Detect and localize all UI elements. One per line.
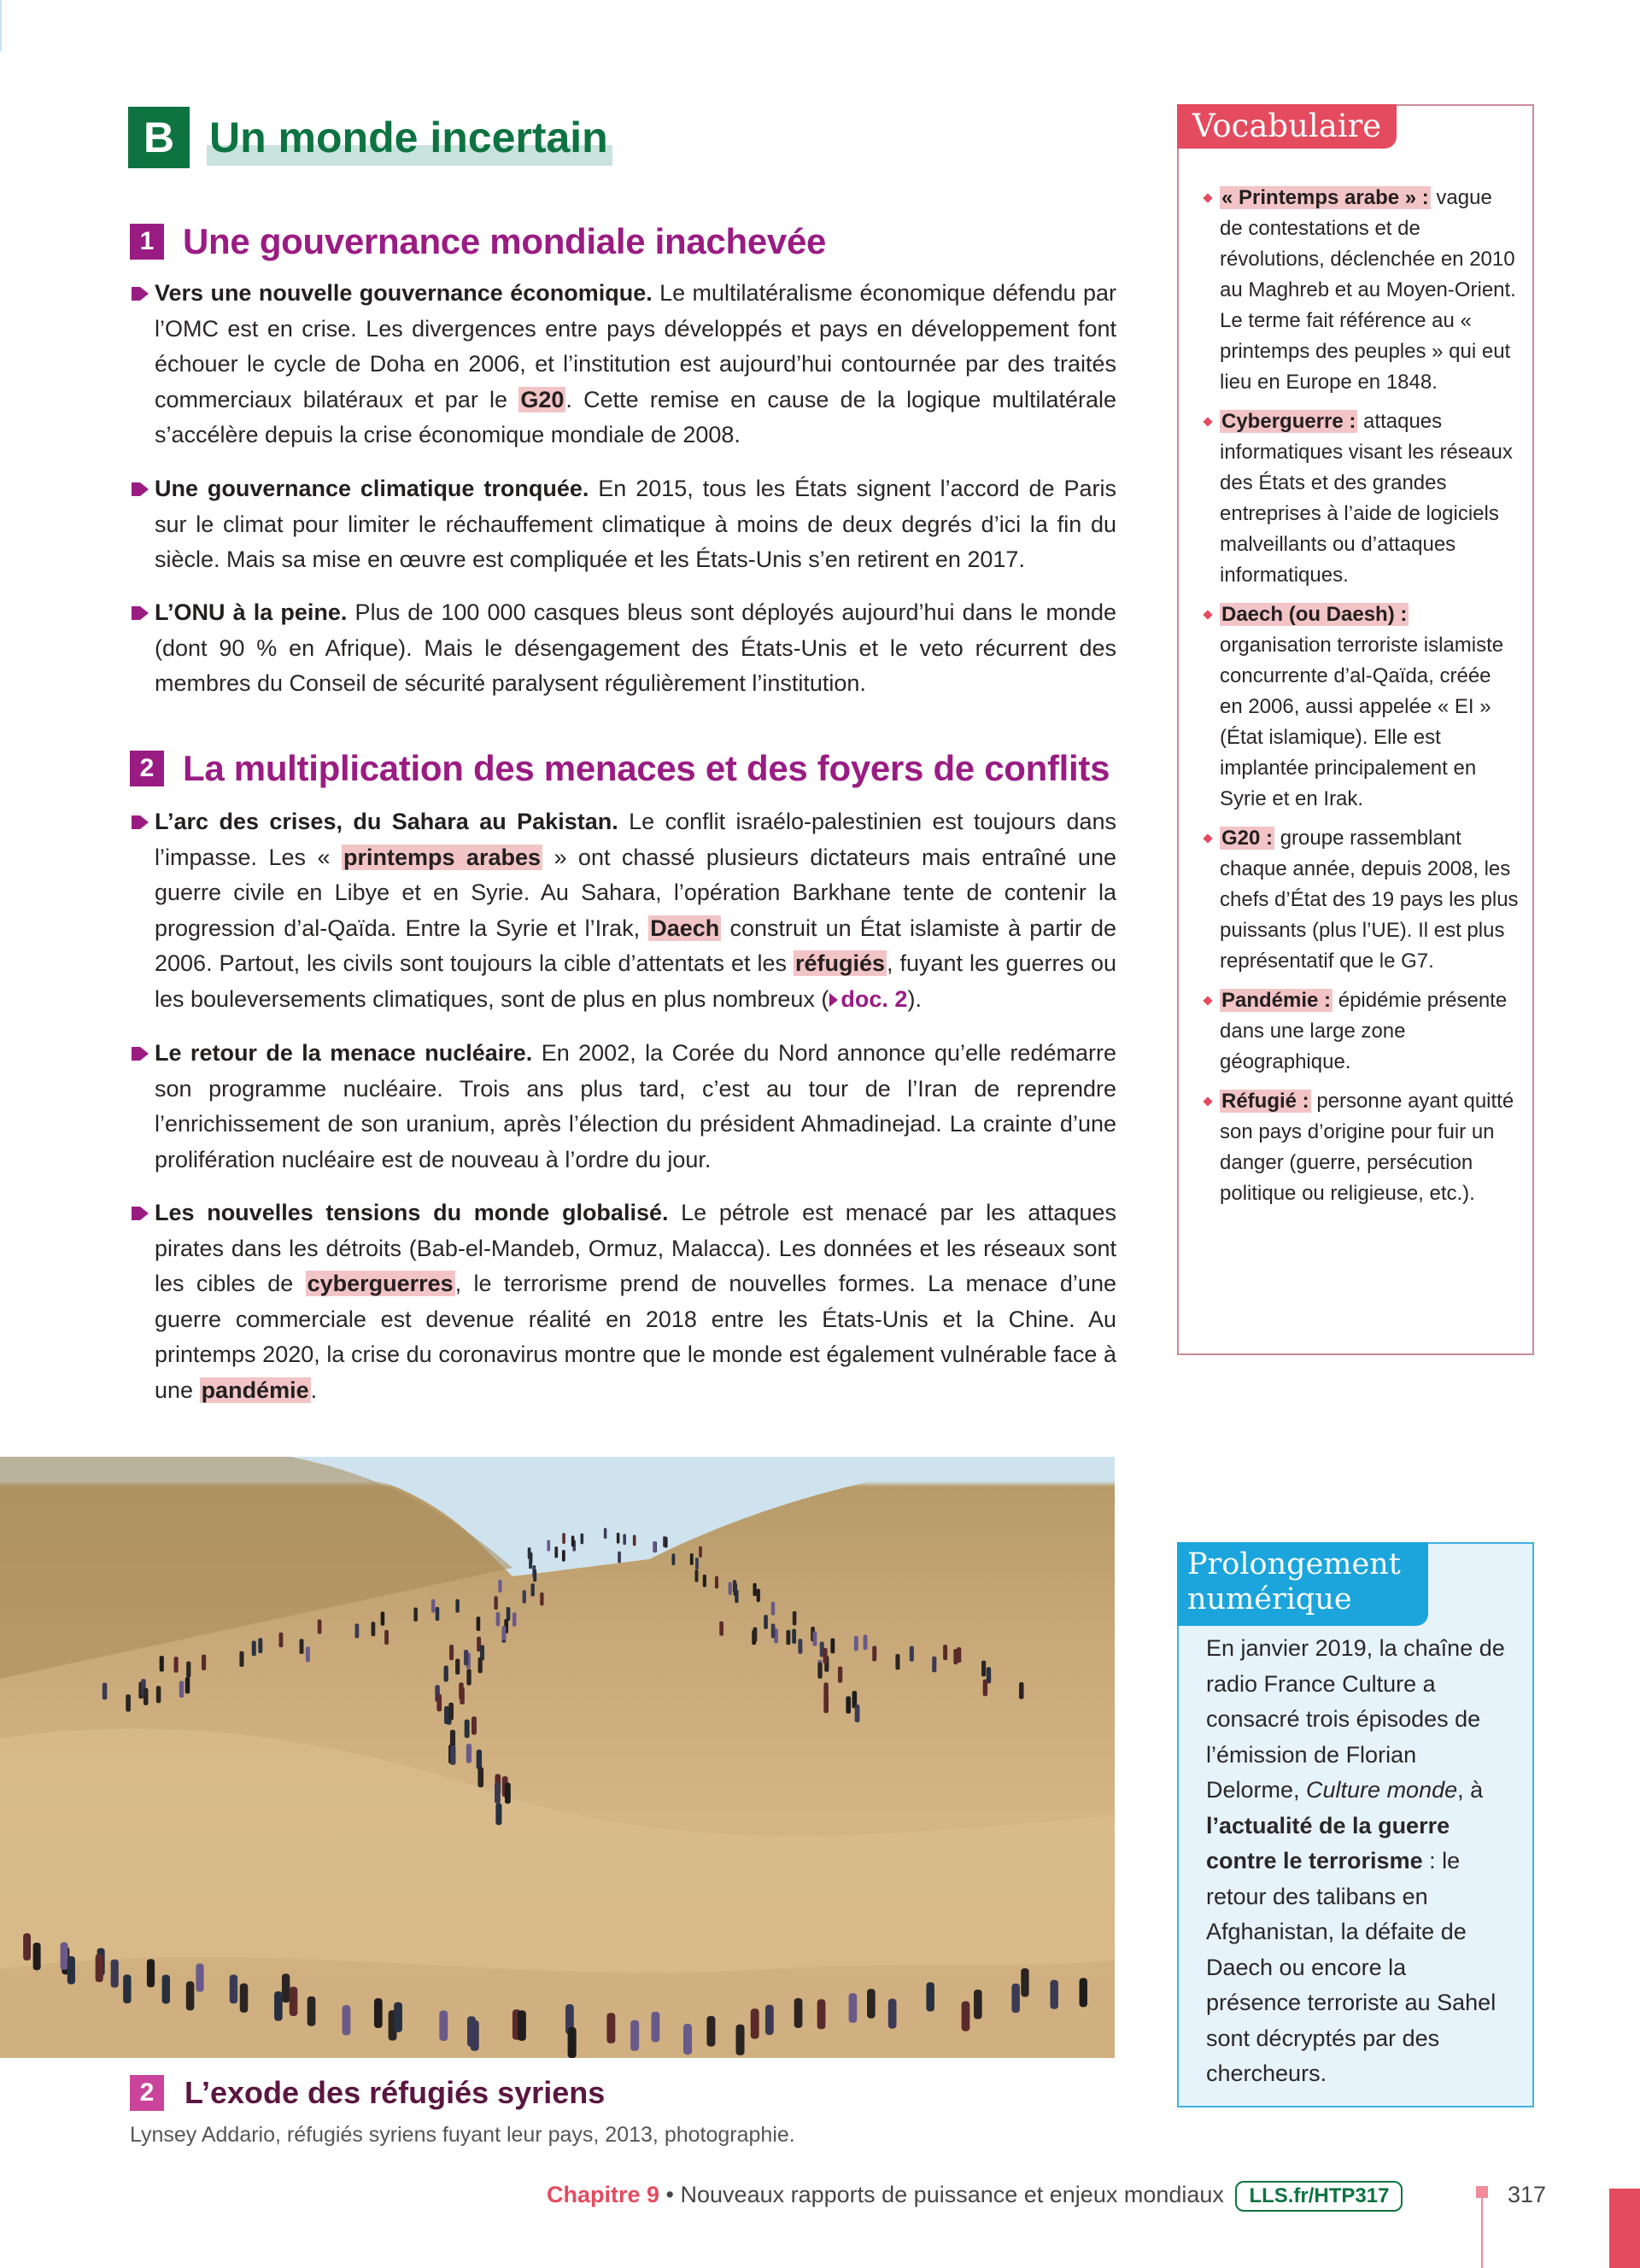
- vocabulary-item: [1203, 183, 1519, 398]
- person-silhouette: [252, 1640, 256, 1656]
- document-credit: Lynsey Addario, réfugiés syriens fuyant leur pays, 2013, photographie.: [130, 2123, 795, 2147]
- person-silhouette: [186, 1981, 194, 2010]
- footer-line: [1481, 2198, 1483, 2268]
- person-silhouette: [715, 1576, 718, 1589]
- person-silhouette: [735, 2025, 744, 2055]
- person-silhouette: [533, 1569, 536, 1581]
- person-silhouette: [306, 1646, 310, 1662]
- person-silhouette: [459, 1682, 464, 1699]
- person-silhouette: [849, 1993, 858, 2023]
- person-silhouette: [494, 1596, 497, 1610]
- vocab-term-refugies[interactable]: réfugiés: [794, 950, 885, 976]
- person-silhouette: [864, 1635, 868, 1651]
- paragraph-lead: Une gouvernance climatique tronquée.: [155, 476, 589, 501]
- person-silhouette: [562, 1533, 565, 1544]
- footer-chapter: Chapitre 9: [547, 2182, 660, 2207]
- person-silhouette: [962, 2002, 970, 2031]
- vocabulary-definition: groupe rassemblant chaque année, depuis 2008, les chefs d’État des 19 pays les plus puissants (plus l’UE). Il est plus représentatif que le G7.: [1220, 827, 1519, 973]
- person-silhouette: [274, 1991, 283, 2021]
- person-silhouette: [523, 1590, 526, 1603]
- paragraph-lead: L’arc des crises, du Sahara au Pakistan.: [155, 809, 618, 834]
- part-title: Un monde incertain: [209, 114, 608, 161]
- prolongement-text: En janvier 2019, la chaîne de radio France Culture a consacré trois épisodes de l’émission de Florian Delorme, Culture monde, à l’actualité de la guerre contre le terrorisme : le retour des talibans en Afghanistan, la défaite de Daech ou encore la présence terroriste au Sahel sont décryptés par des chercheurs.: [1206, 1635, 1505, 2086]
- person-silhouette: [823, 1648, 828, 1663]
- person-silhouette: [507, 1607, 510, 1621]
- person-silhouette: [102, 1683, 108, 1700]
- person-silhouette: [1011, 1984, 1020, 2013]
- person-silhouette: [160, 1656, 164, 1672]
- person-silhouette: [196, 1963, 203, 1991]
- person-silhouette: [854, 1636, 858, 1651]
- vocab-term-g20[interactable]: G20: [520, 386, 565, 412]
- section-title: La multiplication des menaces et des foyers de conflits: [183, 748, 1110, 788]
- person-silhouette: [699, 1546, 702, 1558]
- photo-illustration: [0, 1457, 1115, 2058]
- person-silhouette: [633, 1535, 636, 1546]
- person-silhouette: [444, 1706, 449, 1724]
- person-silhouette: [472, 1716, 477, 1734]
- person-silhouette: [518, 2010, 526, 2041]
- person-silhouette: [478, 1657, 483, 1674]
- diamond-bullet-icon: [1203, 610, 1212, 619]
- person-silhouette: [753, 1628, 758, 1642]
- person-silhouette: [867, 1989, 876, 2018]
- person-silhouette: [144, 1688, 149, 1705]
- person-silhouette: [571, 1535, 575, 1546]
- person-silhouette: [540, 1593, 543, 1605]
- person-silhouette: [910, 1646, 914, 1662]
- person-silhouette: [671, 1553, 675, 1565]
- person-silhouette: [126, 1694, 131, 1711]
- play-arrow-icon: [829, 991, 839, 1008]
- person-silhouette: [495, 1783, 501, 1804]
- person-silhouette: [477, 1767, 483, 1787]
- page-edge-mark: [0, 0, 2, 51]
- person-silhouette: [529, 1557, 532, 1569]
- vocabulary-item: [1203, 599, 1519, 815]
- paragraph-nuclear-threat: Le retour de la menace nucléaire. En 2002, la Corée du Nord annonce qu’elle redémarre son programme nucléaire. Trois ans plus tard, c’est au tour de l’Iran de reprendre l’enrichissement de son uranium, après l’élection du président Ahmadinejad. La crainte d’une prolifération nucléaire est de nouveau à l’ordre du jour.: [130, 1036, 1116, 1178]
- vocab-term-cyberguerres[interactable]: cyberguerres: [307, 1271, 454, 1296]
- person-silhouette: [888, 1999, 897, 2029]
- person-silhouette: [1021, 1968, 1028, 1997]
- person-silhouette: [455, 1599, 459, 1613]
- person-silhouette: [794, 1998, 803, 2028]
- person-silhouette: [444, 1666, 448, 1682]
- person-silhouette: [343, 2005, 351, 2035]
- person-silhouette: [436, 1607, 439, 1621]
- person-silhouette: [202, 1655, 206, 1670]
- person-silhouette: [765, 2005, 774, 2035]
- person-silhouette: [1050, 1980, 1057, 2009]
- person-silhouette: [300, 1639, 304, 1654]
- section-title: Une gouvernance mondiale inachevée: [183, 221, 827, 261]
- person-silhouette: [855, 1704, 860, 1722]
- section-number-badge: 1: [130, 224, 164, 260]
- person-silhouette: [466, 1669, 471, 1685]
- vocabulary-definition: personne ayant quitté son pays d’origine pour fuir un danger (guerre, persécution politique ou religieuse, etc.).: [1220, 1090, 1514, 1205]
- vocabulary-item: [1203, 985, 1519, 1078]
- paragraph-lead: Vers une nouvelle gouvernance économique.: [155, 280, 653, 306]
- section-number-badge: 2: [130, 751, 164, 786]
- person-silhouette: [318, 1620, 322, 1634]
- vocabulary-term: « Printemps arabe » :: [1221, 186, 1429, 209]
- triangle-bullet-icon: [132, 481, 149, 498]
- person-silhouette: [953, 1649, 958, 1664]
- person-silhouette: [719, 1622, 723, 1636]
- part-letter-badge: B: [128, 107, 190, 168]
- paragraph-climate-governance: Une gouvernance climatique tronquée. En 2015, tous les États signent l’accord de Paris sur le climat pour limiter le réchauffement climatique à moins de deux degrés d’ici la fin du siècle. Mais sa mise en œuvre est compliquée et les États-Unis s’en retirent en 2017.: [130, 471, 1116, 578]
- person-silhouette: [554, 1546, 558, 1558]
- person-silhouette: [505, 1783, 511, 1804]
- triangle-bullet-icon: [132, 1045, 149, 1062]
- person-silhouette: [96, 1954, 103, 1982]
- person-silhouette: [239, 1651, 243, 1667]
- person-silhouette: [1019, 1682, 1023, 1699]
- triangle-bullet-icon: [132, 1205, 149, 1222]
- person-silhouette: [630, 2020, 639, 2051]
- person-silhouette: [623, 1534, 626, 1545]
- person-silhouette: [355, 1623, 360, 1638]
- triangle-bullet-icon: [132, 814, 149, 831]
- person-silhouette: [751, 2008, 759, 2038]
- document-number-badge: 2: [130, 2075, 164, 2111]
- vocabulary-box: [1177, 104, 1534, 1355]
- prolongement-title: Prolongement numérique: [1177, 1542, 1428, 1626]
- page-footer: [547, 2177, 1403, 2212]
- person-silhouette: [185, 1677, 190, 1694]
- person-silhouette: [439, 2010, 448, 2041]
- person-silhouette: [465, 1720, 470, 1739]
- vocabulary-item: [1203, 1086, 1519, 1209]
- vocabulary-item: [1203, 823, 1519, 977]
- person-silhouette: [498, 1580, 501, 1593]
- page-edge-tab: [1609, 2189, 1640, 2268]
- person-silhouette: [394, 2002, 402, 2032]
- person-silhouette: [653, 1541, 656, 1552]
- person-silhouette: [823, 1696, 829, 1713]
- person-silhouette: [147, 1959, 155, 1987]
- person-silhouette: [464, 1650, 468, 1665]
- person-silhouette: [33, 1943, 41, 1970]
- person-silhouette: [771, 1623, 776, 1638]
- person-silhouette: [381, 1611, 385, 1625]
- person-silhouette: [374, 1998, 383, 2028]
- paragraph-global-tensions: Les nouvelles tensions du monde globalisé. Le pétrole est menacé par les attaques pirates dans les détroits (Bab-el-Mandeb, Ormuz, Malacca). Les données et les réseaux sont les cibles de cyberguerres, le terrorisme prend de nouvelles formes. La menace d’une guerre commerciale est devenue réalité en 2018 entre les États-Unis et la Chine. Au printemps 2020, la crise du coronavirus montre que le monde est également vulnérable face à une pandémie.: [130, 1195, 1116, 1408]
- person-silhouette: [450, 1745, 455, 1765]
- person-silhouette: [179, 1681, 184, 1698]
- person-silhouette: [703, 1575, 706, 1587]
- diamond-bullet-icon: [1203, 1096, 1212, 1106]
- person-silhouette: [846, 1696, 851, 1713]
- paragraph-lead: Le retour de la menace nucléaire.: [155, 1040, 533, 1066]
- person-silhouette: [735, 1590, 738, 1603]
- diamond-bullet-icon: [1203, 833, 1212, 843]
- vocabulary-term: G20 :: [1221, 827, 1274, 850]
- person-silhouette: [771, 1602, 775, 1616]
- person-silhouette: [258, 1638, 262, 1653]
- person-silhouette: [186, 1662, 190, 1678]
- vocabulary-term: Daech (ou Daesh) :: [1221, 603, 1408, 626]
- person-silhouette: [290, 1987, 298, 2016]
- paragraph-lead: Les nouvelles tensions du monde globalisé.: [155, 1200, 669, 1225]
- person-silhouette: [974, 1990, 982, 2020]
- triangle-bullet-icon: [132, 605, 149, 622]
- vocabulary-definition: attaques informatiques visant les réseaux des États et des grandes entreprises à l’aide de logiciels malveillants ou d’attaques informatiques.: [1220, 410, 1513, 587]
- triangle-bullet-icon: [132, 285, 149, 302]
- vocabulary-list: [1203, 183, 1519, 1218]
- person-silhouette: [448, 1703, 454, 1721]
- person-silhouette: [495, 1803, 501, 1826]
- person-silhouette: [512, 1612, 517, 1626]
- person-silhouette: [111, 1960, 119, 1988]
- person-silhouette: [753, 1583, 756, 1596]
- page-number: 317: [1508, 2182, 1547, 2207]
- person-silhouette: [981, 1661, 986, 1677]
- person-silhouette: [932, 1657, 936, 1673]
- vocabulary-term: Cyberguerre :: [1221, 410, 1356, 433]
- person-silhouette: [617, 1533, 620, 1544]
- person-silhouette: [123, 1974, 131, 2003]
- person-silhouette: [757, 1589, 760, 1602]
- person-silhouette: [449, 1645, 454, 1660]
- person-silhouette: [787, 1630, 791, 1645]
- person-silhouette: [467, 2016, 476, 2047]
- person-silhouette: [477, 1750, 482, 1769]
- person-silhouette: [372, 1622, 376, 1636]
- person-silhouette: [764, 1615, 768, 1629]
- person-silhouette: [61, 1943, 68, 1970]
- person-silhouette: [604, 1528, 606, 1538]
- person-silhouette: [384, 1630, 389, 1645]
- person-silhouette: [174, 1657, 179, 1673]
- paragraph-onu: L’ONU à la peine. Plus de 100 000 casques bleus sont déployés aujourd’hui dans le monde (dont 90 % en Afrique). Mais le désengagement des États-Unis et le veto récurrent des membres du Conseil de sécurité paralysent régulièrement l’institution.: [130, 595, 1116, 702]
- vocab-term-pandemie[interactable]: pandémie: [201, 1377, 309, 1403]
- person-silhouette: [830, 1638, 835, 1653]
- person-silhouette: [562, 1550, 565, 1561]
- footer-separator: •: [659, 2182, 681, 2207]
- person-silhouette: [792, 1629, 796, 1644]
- paragraph-crisis-arc: L’arc des crises, du Sahara au Pakistan. Le conflit israélo-palestinien est toujours dans l’impasse. Les « printemps arabes » ont chassé plusieurs dictateurs mais entraîné une guerre civile en Libye et en Syrie. Au Sahara, l’opération Barkhane tente de contenir la progression d’al-Qaïda. Entre la Syrie et l’Irak, Daech construit un État islamiste à partir de 2006. Partout, les civils sont toujours la cible d’attentats et les réfugiés, fuyant les guerres ou les bouleversements climatiques, sont de plus en plus nombreux ( doc. 2).: [130, 804, 1116, 1017]
- person-silhouette: [308, 1996, 316, 2026]
- person-silhouette: [156, 1686, 161, 1703]
- person-silhouette: [798, 1639, 802, 1654]
- person-silhouette: [683, 2024, 692, 2055]
- person-silhouette: [872, 1645, 876, 1661]
- person-silhouette: [895, 1654, 899, 1669]
- person-silhouette: [455, 1658, 460, 1675]
- person-silhouette: [23, 1933, 31, 1961]
- vocabulary-title: Vocabulaire: [1177, 104, 1397, 149]
- person-silhouette: [606, 2013, 615, 2043]
- person-silhouette: [651, 2012, 659, 2043]
- person-silhouette: [496, 1612, 501, 1626]
- person-silhouette: [813, 1631, 817, 1645]
- person-silhouette: [983, 1680, 987, 1697]
- person-silhouette: [793, 1611, 797, 1625]
- person-silhouette: [436, 1694, 442, 1711]
- person-silhouette: [1080, 1978, 1087, 2007]
- footer-marker: [1476, 2186, 1488, 2198]
- vocabulary-definition: organisation terroriste islamiste concurrente d’al-Qaïda, créée en 2006, aussi appelée « EI » (État islamique). Elle est implantée principalement en Syrie et en Irak.: [1220, 634, 1504, 810]
- person-silhouette: [695, 1558, 699, 1569]
- vocabulary-term: Pandémie :: [1221, 989, 1332, 1012]
- footer-web-link[interactable]: LLS.fr/HTP317: [1235, 2181, 1403, 2212]
- person-silhouette: [690, 1553, 694, 1565]
- doc-2-link[interactable]: doc. 2: [829, 986, 907, 1012]
- person-silhouette: [581, 1534, 584, 1545]
- vocabulary-definition: vague de contestations et de révolutions, déclenchée en 2010 au Maghreb et au Moyen-Orient. Le terme fait référence au « printemps des peuples » qui eut lieu en Europe en 1848.: [1220, 186, 1516, 394]
- prolongement-numerique-box: [1177, 1542, 1534, 2107]
- person-silhouette: [477, 1616, 481, 1631]
- vocab-term-daech[interactable]: Daech: [650, 915, 720, 941]
- person-silhouette: [531, 1583, 535, 1596]
- refugees-photograph: [0, 1457, 1115, 2058]
- footer-chapter-title: Nouveaux rapports de puissance et enjeux mondiaux: [680, 2182, 1224, 2207]
- person-silhouette: [240, 1984, 249, 2013]
- person-silhouette: [502, 1626, 507, 1640]
- person-silhouette: [618, 1552, 621, 1564]
- paragraph-lead: L’ONU à la peine.: [155, 599, 348, 625]
- diamond-bullet-icon: [1203, 417, 1212, 426]
- person-silhouette: [466, 1744, 472, 1763]
- vocab-term-printemps-arabes[interactable]: printemps arabes: [343, 844, 541, 870]
- person-silhouette: [817, 1999, 826, 2029]
- person-silhouette: [162, 1975, 170, 2004]
- person-silhouette: [694, 1569, 698, 1581]
- person-silhouette: [230, 1974, 237, 2003]
- person-silhouette: [729, 1582, 732, 1595]
- person-silhouette: [838, 1667, 842, 1683]
- person-silhouette: [67, 1956, 75, 1984]
- person-silhouette: [279, 1633, 284, 1647]
- person-silhouette: [926, 1982, 934, 2011]
- person-silhouette: [413, 1608, 418, 1622]
- person-silhouette: [547, 1540, 550, 1552]
- vocabulary-item: [1203, 406, 1519, 591]
- vocabulary-term: Réfugié :: [1221, 1090, 1309, 1113]
- document-title: L’exode des réfugiés syriens: [184, 2075, 606, 2110]
- person-silhouette: [817, 1663, 822, 1679]
- diamond-bullet-icon: [1203, 996, 1212, 1005]
- person-silhouette: [282, 1973, 290, 2002]
- person-silhouette: [943, 1645, 947, 1660]
- person-silhouette: [431, 1599, 435, 1613]
- paragraph-economic-governance: Vers une nouvelle gouvernance économique. Le multilatéralisme économique défendu par l’OMC est en crise. Les divergences entre pays développés et pays en développement font échouer le cycle de Doha en 2006, et l’institution est aujourd’hui contournée par des traités commerciaux bilatéraux et par le G20. Cette remise en cause de la logique multilatérale s’accélère depuis la crise économique mondiale de 2008.: [130, 276, 1116, 453]
- diamond-bullet-icon: [1203, 193, 1212, 202]
- person-silhouette: [665, 1537, 668, 1548]
- person-silhouette: [706, 2016, 715, 2047]
- vocabulary-definition: épidémie présente dans une large zone géographique.: [1220, 989, 1508, 1073]
- person-silhouette: [568, 2027, 577, 2058]
